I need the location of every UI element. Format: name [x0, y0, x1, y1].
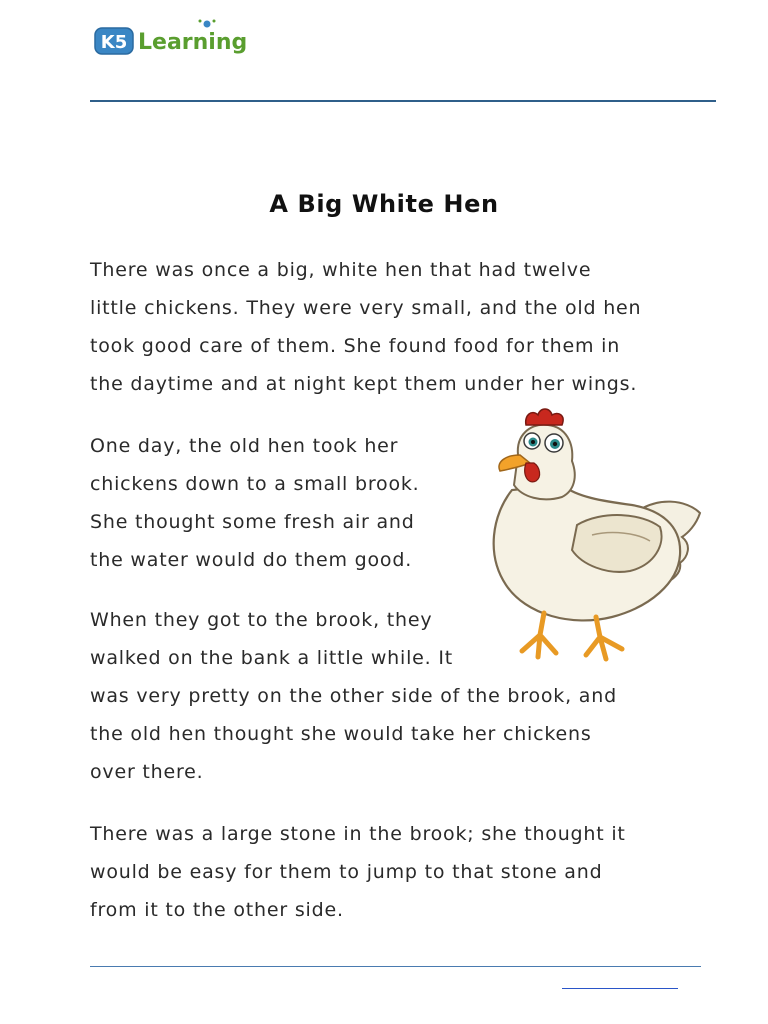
footer-link-underline[interactable] — [562, 988, 678, 989]
text-line: chickens down to a small brook. — [90, 473, 420, 495]
text-line: One day, the old hen took her — [90, 435, 399, 457]
text-line: took good care of them. She found food for them in — [90, 335, 621, 357]
text-line: from it to the other side. — [90, 899, 344, 921]
text-line: the old hen thought she would take her chickens — [90, 723, 592, 745]
story-title: A Big White Hen — [269, 190, 499, 218]
text-line: There was once a big, white hen that had twelve — [90, 259, 592, 281]
header-divider — [90, 100, 716, 102]
logo-brand-text: K5 — [100, 32, 128, 53]
text-line: was very pretty on the other side of the brook, and — [90, 685, 617, 707]
paragraph-1 — [90, 251, 641, 403]
text-line: little chickens. They were very small, and the old hen — [90, 297, 642, 319]
paragraph-2 — [90, 427, 420, 579]
text-line: When they got to the brook, they — [90, 609, 433, 631]
k5-learning-logo — [94, 18, 256, 60]
text-line: walked on the bank a little while. It — [90, 647, 453, 669]
paragraph-4 — [90, 815, 626, 929]
hen-illustration — [482, 405, 706, 667]
text-line: over there. — [90, 761, 204, 783]
footer-divider — [90, 966, 701, 967]
logo-word-text: Learning — [138, 30, 248, 55]
text-line: She thought some fresh air and — [90, 511, 415, 533]
text-line: the daytime and at night kept them under her wings. — [90, 373, 638, 395]
text-line: would be easy for them to jump to that stone and — [90, 861, 603, 883]
text-line: the water would do them good. — [90, 549, 413, 571]
text-line: There was a large stone in the brook; she thought it — [90, 823, 626, 845]
